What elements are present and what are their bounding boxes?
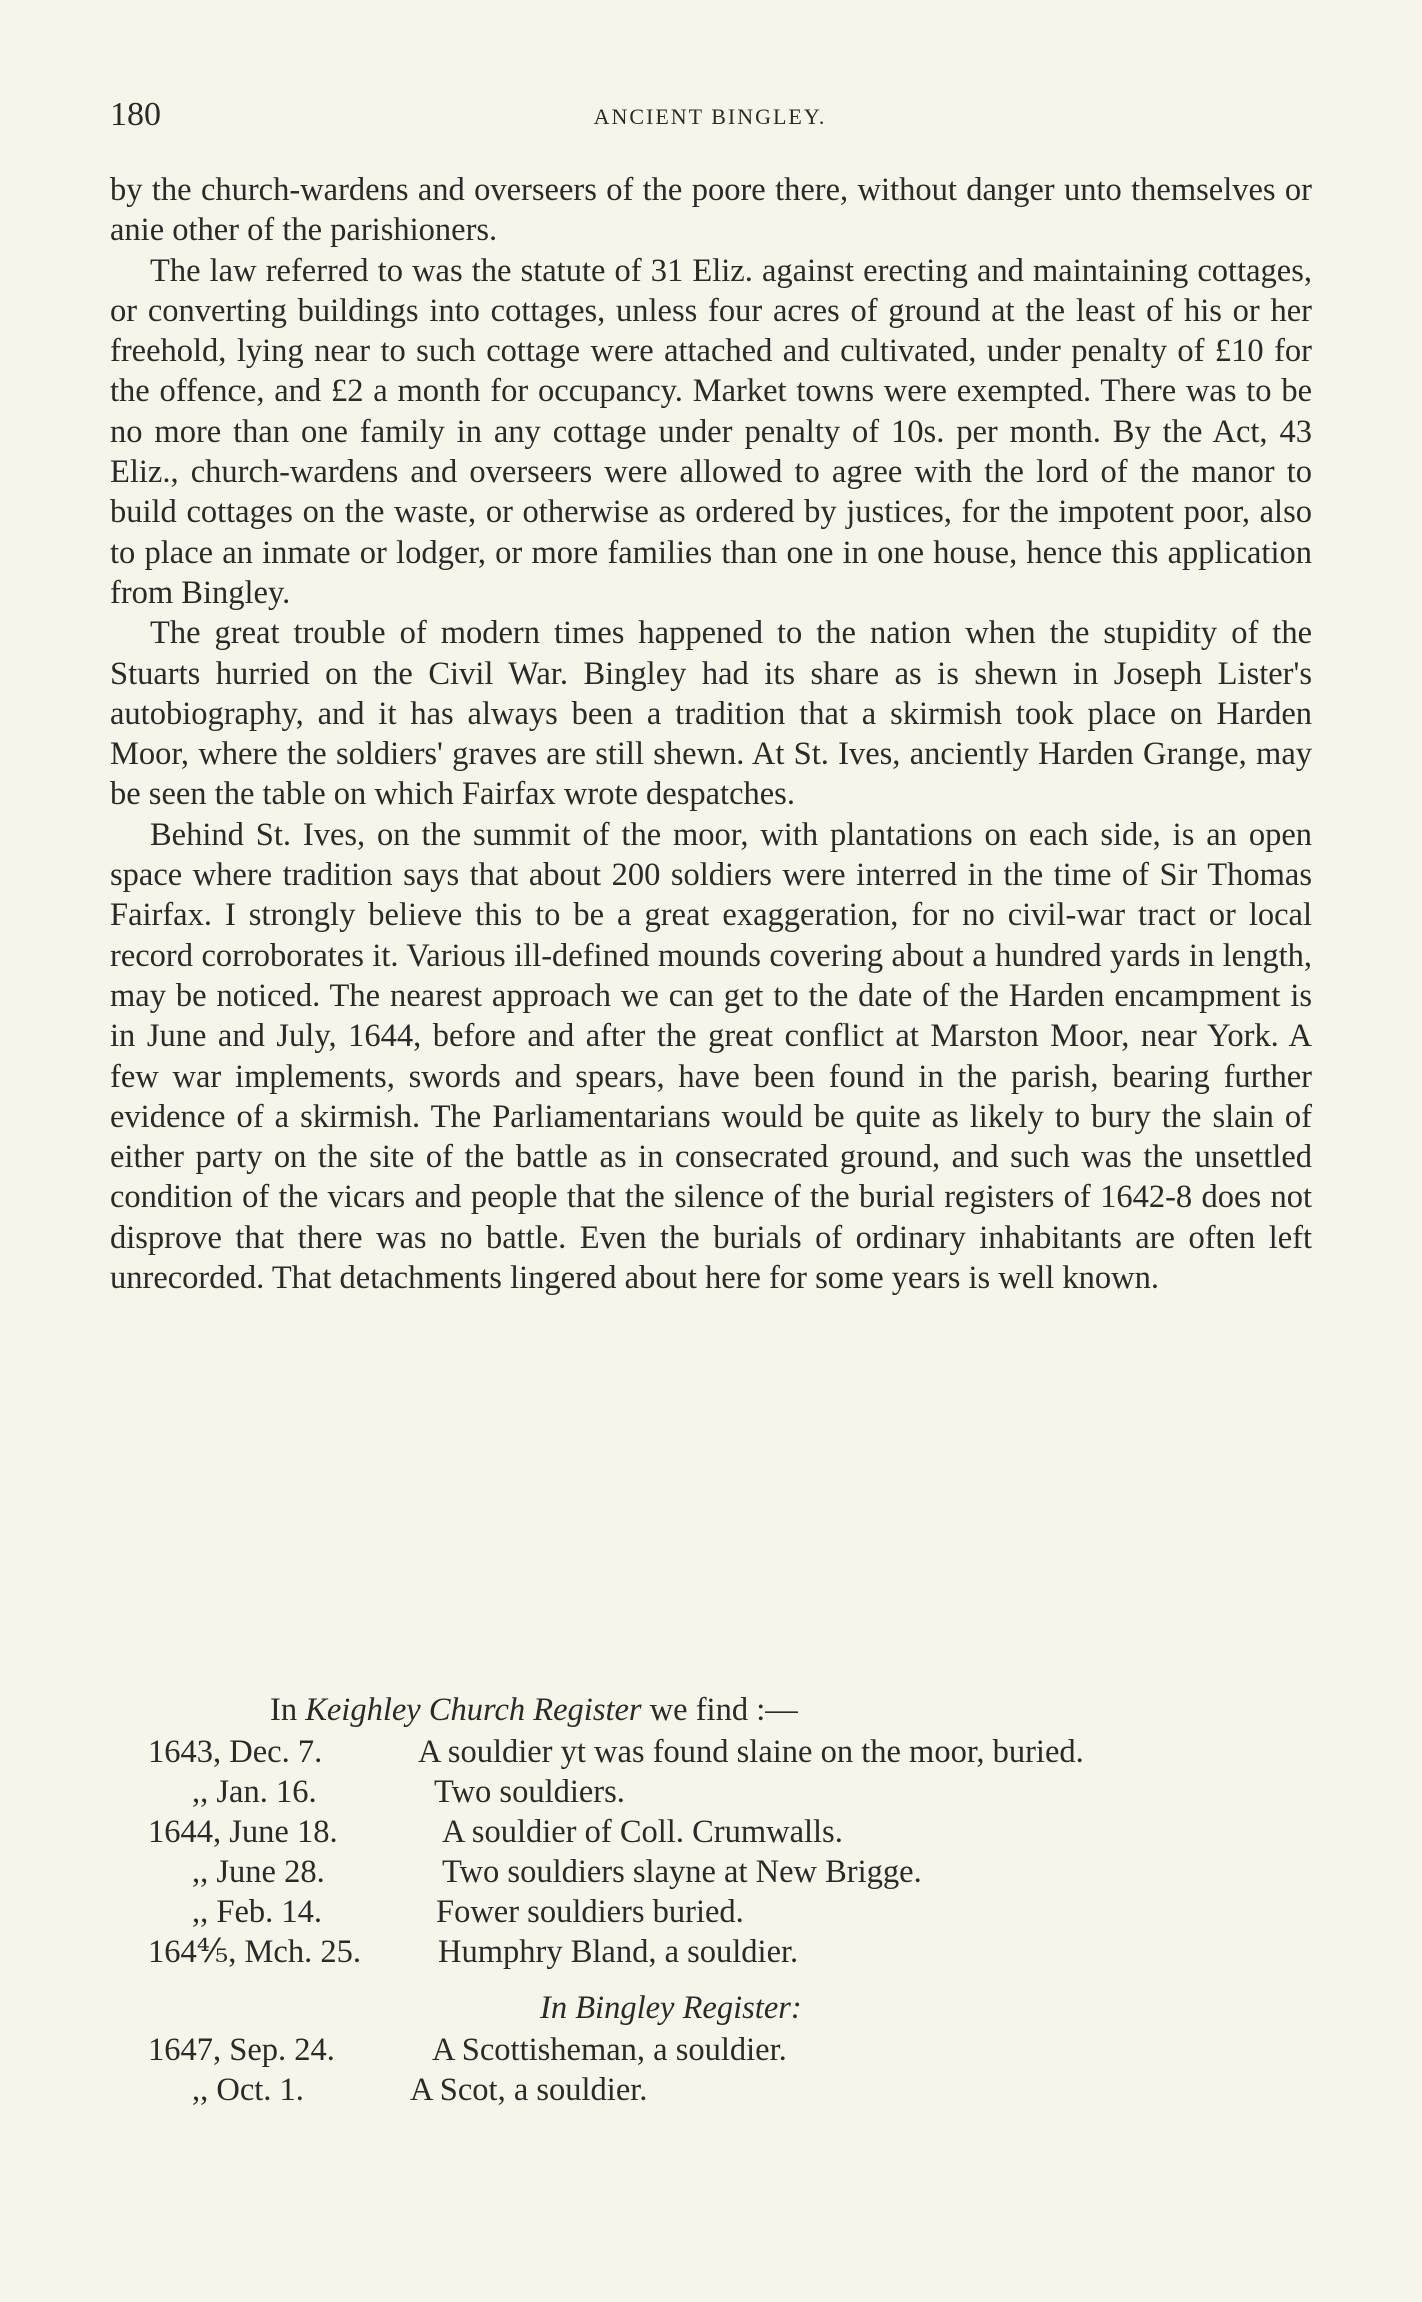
- paragraph: The great trouble of modern times happened to the nation when the stupidity of the Stuarts hurried on the Civil War. Bingley had its share as is shewn in Joseph Lister's autobiography, and it has always been a tradition that a skirmish took place on Harden Moor, where the soldiers' graves are still shewn. At St. Ives, anciently Harden Grange, may be seen the table on which Fairfax wrote despatches.: [110, 615, 1312, 813]
- paragraph: by the church-wardens and overseers of the poore there, without danger unto themselves or anie other of the parishioners.: [110, 172, 1312, 249]
- body-text: [110, 170, 1312, 1298]
- entry-date: ,, June 28.: [192, 1854, 325, 1890]
- entry-text: A souldier yt was found slaine on the moor, buried.: [418, 1734, 1084, 1770]
- page-number: 180: [110, 96, 161, 133]
- entry-date: 164⅘, Mch. 25.: [148, 1934, 361, 1970]
- entry-date: 1647, Sep. 24.: [148, 2032, 335, 2068]
- entry-date: ,, Feb. 14.: [192, 1894, 322, 1930]
- entry-date: ,, Oct. 1.: [192, 2072, 304, 2108]
- entry-text: Two souldiers slayne at New Brigge.: [442, 1854, 922, 1890]
- entry-date: 1643, Dec. 7.: [148, 1734, 323, 1770]
- paragraph: Behind St. Ives, on the summit of the moor, with plantations on each side, is an open space where tradition says that about 200 soldiers were interred in the time of Sir Thomas Fairfax. I strongly believe this to be a great exaggeration, for no civil-war tract or local record corroborates it. Various ill-defined mounds covering about a hundred yards in length, may be noticed. The nearest approach we can get to the date of the Harden encampment is in June and July, 1644, before and after the great conflict at Marston Moor, near York. A few war implements, swords and spears, have been found in the parish, bearing further evidence of a skirmish. The Parliamentarians would be quite as likely to bury the slain of either party on the site of the battle as in consecrated ground, and such was the unsettled condition of the vicars and people that the silence of the burial registers of 1642-8 does not disprove that there was no battle. Even the burials of ordinary inhabitants are often left unrecorded. That detachments lingered about here for some years is well known.: [110, 816, 1312, 1297]
- entry-text: A Scot, a souldier.: [410, 2072, 648, 2108]
- keighley-register-title: Keighley Church Register: [305, 1692, 642, 1728]
- bingley-register-title: In Bingley Register:: [540, 1990, 802, 2026]
- page-header: [110, 96, 1310, 136]
- entry-date: 1644, June 18.: [148, 1814, 338, 1850]
- keighley-prefix: In: [270, 1692, 306, 1728]
- entry-text: A souldier of Coll. Crumwalls.: [442, 1814, 843, 1850]
- keighley-suffix: we find :—: [641, 1692, 798, 1728]
- keighley-register-heading: [270, 1692, 798, 1729]
- running-head: ANCIENT BINGLEY.: [593, 104, 827, 129]
- entry-text: A Scottisheman, a souldier.: [432, 2032, 787, 2068]
- entry-date: ,, Jan. 16.: [192, 1774, 317, 1810]
- entry-text: Humphry Bland, a souldier.: [438, 1934, 799, 1970]
- entry-text: Two souldiers.: [434, 1774, 625, 1810]
- paragraph: The law referred to was the statute of 31 Eliz. against erecting and maintaining cottages, or converting buildings into cottages, unless four acres of ground at the least of his or her freehold, lying near to such cottage were attached and cultivated, under penalty of £10 for the offence, and £2 a month for occupancy. Market towns were exempted. There was to be no more than one family in any cottage under penalty of 10s. per month. By the Act, 43 Eliz., church-wardens and overseers were allowed to agree with the lord of the manor to build cottages on the waste, or otherwise as ordered by justices, for the impotent poor, also to place an inmate or lodger, or more families than one in one house, hence this application from Bingley.: [110, 252, 1312, 611]
- entry-text: Fower souldiers buried.: [436, 1894, 744, 1930]
